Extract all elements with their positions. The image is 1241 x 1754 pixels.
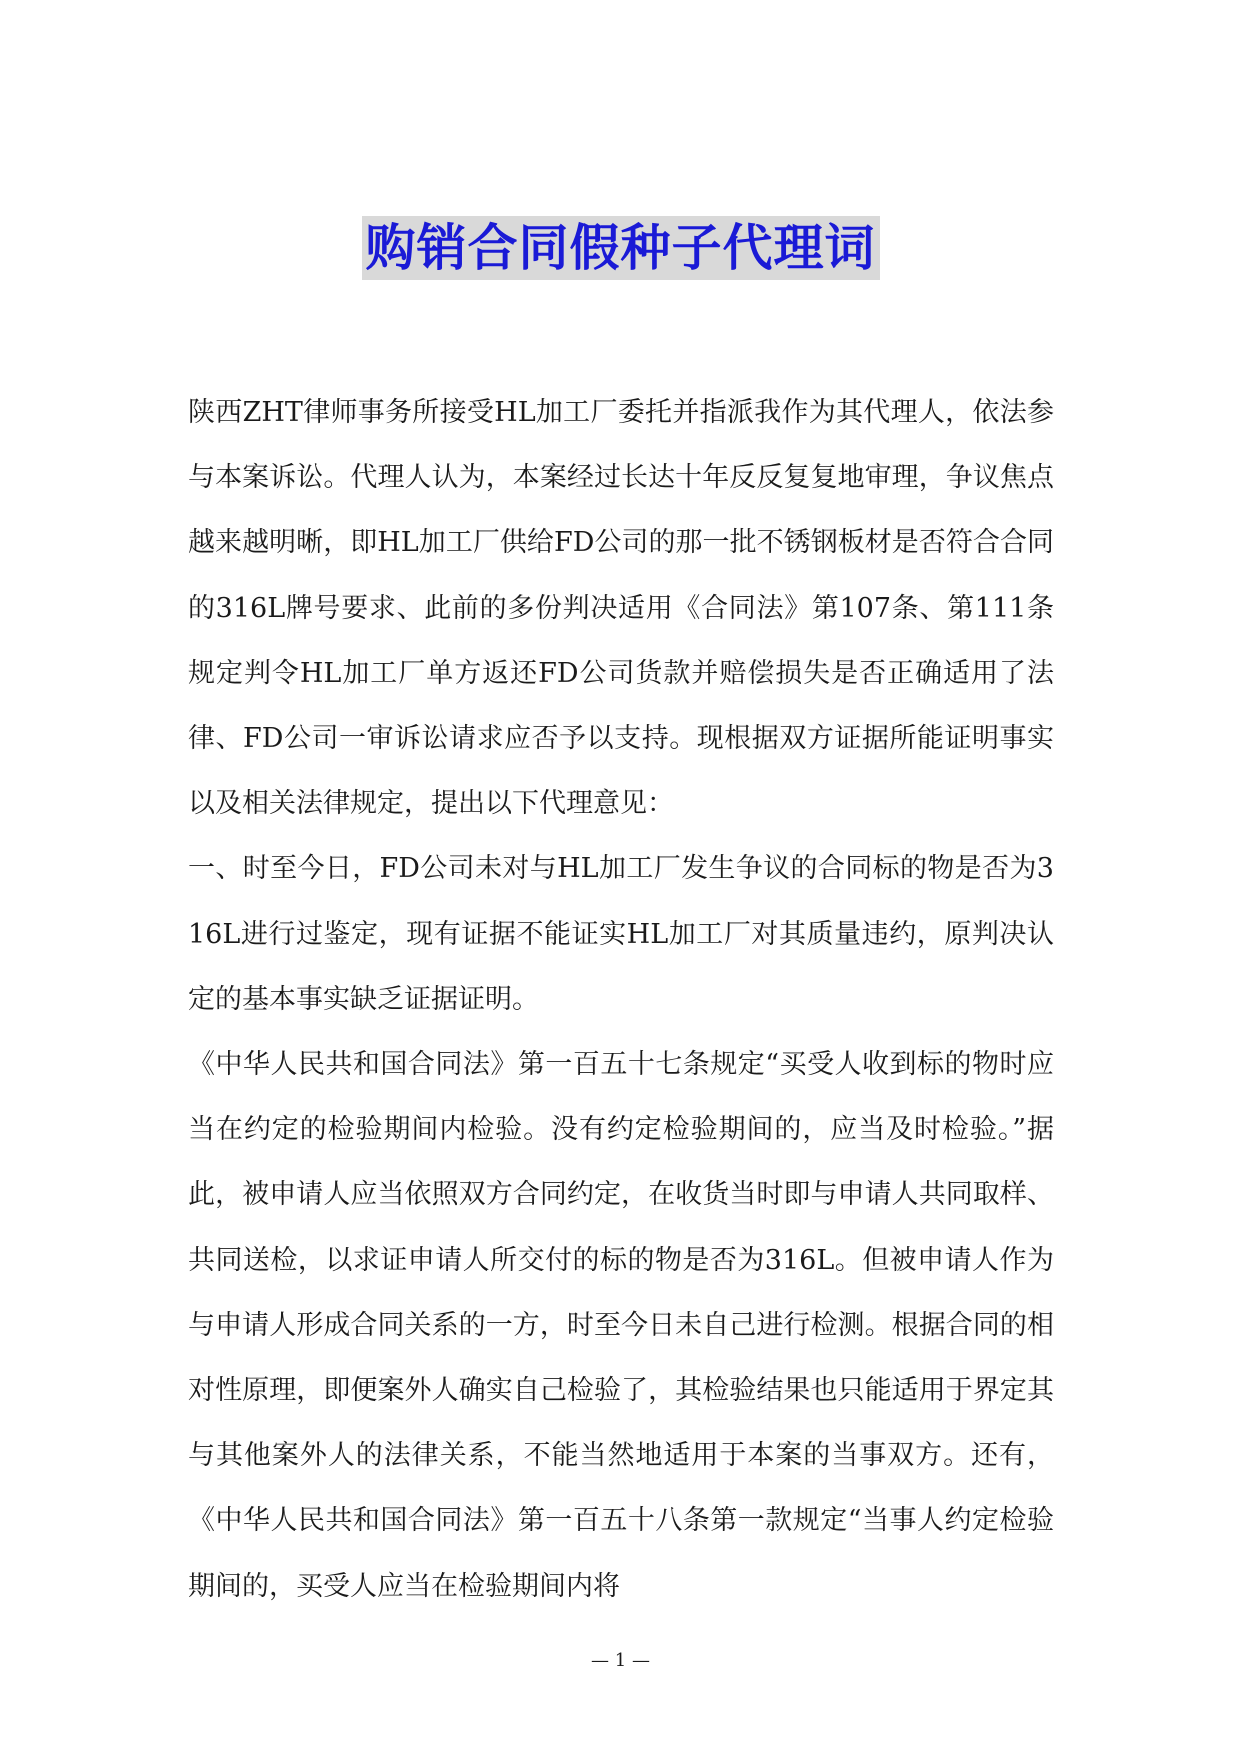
paragraph: 一、时至今日，FD公司未对与HL加工厂发生争议的合同标的物是否为316L进行过鉴定，现有证据不能证实HL加工厂对其质量违约，原判决认定的基本事实缺乏证据证明。 [188, 853, 1054, 1015]
document-title: 购销合同假种子代理词 [362, 216, 880, 280]
paragraph: 《中华人民共和国合同法》第一百五十七条规定“买受人收到标的物时应当在约定的检验期间内检验。没有约定检验期间的，应当及时检验。”据此，被申请人应当依照双方合同约定，在收货当时即与申请人共同取样、共同送检，以求证申请人所交付的标的物是否为316L。但被申请人作为与申请人形成合同关系的一方，时至今日未自己进行检测。根据合同的相对性原理，即便案外人确实自己检验了，其检验结果也只能适用于界定其与其他案外人的法律关系，不能当然地适用于本案的当事双方。还有，《中华人民共和国合同法》第一百五十八条第一款规定“当事人约定检验期间的，买受人应当在检验期间内将 [188, 1049, 1054, 1602]
page-number: — 1 — [591, 1650, 650, 1671]
document-body [188, 380, 1054, 1619]
title-container [0, 216, 1241, 280]
paragraph: 陕西ZHT律师事务所接受HL加工厂委托并指派我作为其代理人，依法参与本案诉讼。代理人认为，本案经过长达十年反反复复地审理，争议焦点越来越明晰，即HL加工厂供给FD公司的那一批不锈钢板材是否符合合同的316L牌号要求、此前的多份判决适用《合同法》第107条、第111条规定判令HL加工厂单方返还FD公司货款并赔偿损失是否正确适用了法律、FD公司一审诉讼请求应否予以支持。现根据双方证据所能证明事实以及相关法律规定，提出以下代理意见： [188, 397, 1054, 820]
